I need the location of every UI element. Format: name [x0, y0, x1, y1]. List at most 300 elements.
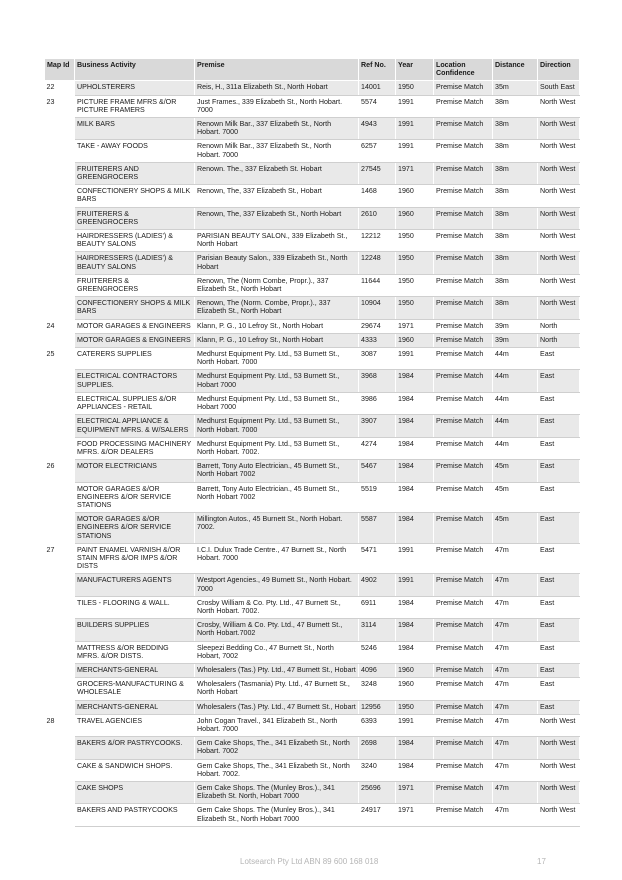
cell-ref-no: 4274 [359, 437, 396, 459]
cell-distance: 47m [493, 678, 538, 700]
cell-location-confidence: Premise Match [434, 207, 493, 229]
cell-premise: Barrett, Tony Auto Electrician., 45 Burnett St., North Hobart 7002 [195, 460, 359, 482]
cell-premise: Gem Cake Shops, The., 341 Elizabeth St., North Hobart. 7002 [195, 737, 359, 759]
header-year: Year [396, 59, 434, 81]
cell-direction: North West [538, 95, 580, 117]
cell-premise: Parisian Beauty Salon., 339 Elizabeth St., North Hobart [195, 252, 359, 274]
cell-ref-no: 4902 [359, 574, 396, 596]
cell-location-confidence: Premise Match [434, 737, 493, 759]
cell-location-confidence: Premise Match [434, 185, 493, 207]
cell-location-confidence: Premise Match [434, 513, 493, 544]
cell-direction: North West [538, 140, 580, 162]
header-location-confidence: Location Confidence [434, 59, 493, 81]
cell-distance: 44m [493, 437, 538, 459]
footer-company: Lotsearch Pty Ltd ABN 89 600 168 018 [240, 857, 379, 866]
cell-year: 1984 [396, 482, 434, 513]
cell-location-confidence: Premise Match [434, 274, 493, 296]
cell-distance: 45m [493, 460, 538, 482]
cell-year: 1991 [396, 348, 434, 370]
cell-premise: Renown, The (Norm. Combe, Propr.)., 337 Elizabeth St., North Hobart [195, 297, 359, 319]
cell-location-confidence: Premise Match [434, 297, 493, 319]
table-row [45, 185, 580, 207]
table-row [45, 678, 580, 700]
table-row [45, 333, 580, 347]
cell-year: 1984 [396, 619, 434, 641]
cell-premise: Medhurst Equipment Pty. Ltd., 53 Burnett St., North Hobart. 7000 [195, 415, 359, 437]
cell-ref-no: 3986 [359, 392, 396, 414]
cell-map-id [45, 759, 75, 781]
cell-premise: Crosby, William & Co. Pty. Ltd., 47 Burnett St., North Hobart.7002 [195, 619, 359, 641]
table-body [45, 81, 580, 826]
cell-business-activity: MOTOR GARAGES &/OR ENGINEERS &/OR SERVICE STATIONS [75, 513, 195, 544]
table-row [45, 348, 580, 370]
cell-map-id [45, 700, 75, 714]
cell-premise: Sleepezi Bedding Co., 47 Burnett St., North Hobart, 7002 [195, 641, 359, 663]
cell-map-id [45, 230, 75, 252]
cell-location-confidence: Premise Match [434, 460, 493, 482]
cell-direction: North West [538, 207, 580, 229]
cell-ref-no: 5467 [359, 460, 396, 482]
cell-year: 1960 [396, 663, 434, 677]
cell-location-confidence: Premise Match [434, 252, 493, 274]
cell-distance: 38m [493, 230, 538, 252]
table-row [45, 81, 580, 95]
cell-ref-no: 3087 [359, 348, 396, 370]
table-row [45, 759, 580, 781]
cell-year: 1991 [396, 118, 434, 140]
cell-map-id [45, 641, 75, 663]
cell-business-activity: FRUITERERS & GREENGROCERS [75, 274, 195, 296]
cell-location-confidence: Premise Match [434, 348, 493, 370]
cell-map-id: 26 [45, 460, 75, 482]
cell-map-id [45, 333, 75, 347]
cell-map-id [45, 370, 75, 392]
cell-map-id [45, 619, 75, 641]
cell-year: 1991 [396, 574, 434, 596]
cell-ref-no: 6257 [359, 140, 396, 162]
cell-year: 1984 [396, 460, 434, 482]
cell-business-activity: PAINT ENAMEL VARNISH &/OR STAIN MFRS &/OR IMPS &/OR DISTS [75, 543, 195, 574]
cell-ref-no: 11644 [359, 274, 396, 296]
table-row [45, 207, 580, 229]
cell-map-id [45, 207, 75, 229]
cell-map-id [45, 596, 75, 618]
cell-business-activity: FOOD PROCESSING MACHINERY MFRS. &/OR DEALERS [75, 437, 195, 459]
table-row [45, 619, 580, 641]
cell-direction: North West [538, 804, 580, 826]
cell-premise: Renown, The, 337 Elizabeth St., Hobart [195, 185, 359, 207]
header-direction: Direction [538, 59, 580, 81]
cell-premise: Medhurst Equipment Pty. Ltd., 53 Burnett St., Hobart 7000 [195, 370, 359, 392]
cell-premise: Renown, The (Norm Combe, Propr.)., 337 Elizabeth St., North Hobart [195, 274, 359, 296]
cell-direction: East [538, 678, 580, 700]
cell-business-activity: MOTOR ELECTRICIANS [75, 460, 195, 482]
cell-ref-no: 2698 [359, 737, 396, 759]
table-row [45, 392, 580, 414]
header-map-id: Map Id [45, 59, 75, 81]
table-row [45, 118, 580, 140]
cell-map-id: 28 [45, 714, 75, 736]
table-row [45, 804, 580, 826]
cell-map-id [45, 513, 75, 544]
cell-distance: 38m [493, 274, 538, 296]
cell-premise: Renown Milk Bar., 337 Elizabeth St., North Hobart. 7000 [195, 140, 359, 162]
cell-business-activity: ELECTRICAL APPLIANCE & EQUIPMENT MFRS. & W/SALERS [75, 415, 195, 437]
cell-location-confidence: Premise Match [434, 663, 493, 677]
cell-ref-no: 4096 [359, 663, 396, 677]
cell-year: 1971 [396, 782, 434, 804]
cell-premise: Klann, P. G., 10 Lefroy St., North Hobart [195, 333, 359, 347]
cell-map-id: 23 [45, 95, 75, 117]
cell-map-id [45, 415, 75, 437]
business-directory-table [44, 58, 580, 827]
table-row [45, 663, 580, 677]
cell-business-activity: MOTOR GARAGES &/OR ENGINEERS &/OR SERVICE STATIONS [75, 482, 195, 513]
table-header-row [45, 59, 580, 81]
cell-direction: North West [538, 230, 580, 252]
cell-location-confidence: Premise Match [434, 437, 493, 459]
cell-business-activity: FRUITERERS AND GREENGROCERS [75, 162, 195, 184]
cell-business-activity: PICTURE FRAME MFRS &/OR PICTURE FRAMERS [75, 95, 195, 117]
cell-premise: I.C.I. Dulux Trade Centre., 47 Burnett St., North Hobart. 7000 [195, 543, 359, 574]
cell-year: 1984 [396, 415, 434, 437]
cell-business-activity: HAIRDRESSERS (LADIES') & BEAUTY SALONS [75, 230, 195, 252]
cell-business-activity: CAKE SHOPS [75, 782, 195, 804]
cell-location-confidence: Premise Match [434, 370, 493, 392]
cell-direction: East [538, 700, 580, 714]
cell-premise: Medhurst Equipment Pty. Ltd., 53 Burnett St., North Hobart. 7000 [195, 348, 359, 370]
cell-year: 1971 [396, 804, 434, 826]
table-row [45, 714, 580, 736]
cell-premise: Just Frames., 339 Elizabeth St., North Hobart. 7000 [195, 95, 359, 117]
cell-map-id [45, 737, 75, 759]
cell-direction: South East [538, 81, 580, 95]
table-row [45, 274, 580, 296]
cell-premise: Reis, H., 311a Elizabeth St., North Hobart [195, 81, 359, 95]
cell-location-confidence: Premise Match [434, 392, 493, 414]
cell-business-activity: MILK BARS [75, 118, 195, 140]
cell-direction: North West [538, 252, 580, 274]
cell-distance: 38m [493, 185, 538, 207]
cell-distance: 47m [493, 641, 538, 663]
cell-distance: 38m [493, 140, 538, 162]
cell-premise: Barrett, Tony Auto Electrician., 45 Burnett St., North Hobart 7002 [195, 482, 359, 513]
cell-premise: Millington Autos., 45 Burnett St., North Hobart. 7002. [195, 513, 359, 544]
table-row [45, 737, 580, 759]
cell-direction: East [538, 574, 580, 596]
cell-direction: East [538, 437, 580, 459]
cell-location-confidence: Premise Match [434, 162, 493, 184]
cell-ref-no: 3968 [359, 370, 396, 392]
cell-map-id [45, 804, 75, 826]
cell-location-confidence: Premise Match [434, 415, 493, 437]
cell-distance: 45m [493, 482, 538, 513]
cell-year: 1984 [396, 437, 434, 459]
cell-distance: 39m [493, 319, 538, 333]
cell-ref-no: 2610 [359, 207, 396, 229]
cell-distance: 47m [493, 596, 538, 618]
cell-location-confidence: Premise Match [434, 319, 493, 333]
table-row [45, 319, 580, 333]
cell-premise: Gem Cake Shops. The (Munley Bros.)., 341 Elizabeth St. North, Hobart 7000 [195, 782, 359, 804]
cell-distance: 39m [493, 333, 538, 347]
header-ref-no: Ref No. [359, 59, 396, 81]
cell-location-confidence: Premise Match [434, 619, 493, 641]
cell-ref-no: 27545 [359, 162, 396, 184]
cell-direction: North West [538, 714, 580, 736]
cell-ref-no: 14001 [359, 81, 396, 95]
cell-ref-no: 12956 [359, 700, 396, 714]
cell-map-id: 27 [45, 543, 75, 574]
cell-location-confidence: Premise Match [434, 230, 493, 252]
cell-ref-no: 4943 [359, 118, 396, 140]
table-row [45, 252, 580, 274]
table-row [45, 370, 580, 392]
cell-distance: 47m [493, 700, 538, 714]
cell-ref-no: 5246 [359, 641, 396, 663]
cell-direction: North [538, 333, 580, 347]
cell-map-id [45, 678, 75, 700]
cell-direction: North West [538, 185, 580, 207]
cell-business-activity: MATTRESS &/OR BEDDING MFRS. &/OR DISTS. [75, 641, 195, 663]
cell-direction: North [538, 319, 580, 333]
cell-ref-no: 6911 [359, 596, 396, 618]
cell-premise: Westport Agencies., 49 Burnett St., North Hobart. 7000 [195, 574, 359, 596]
cell-map-id: 22 [45, 81, 75, 95]
cell-direction: North West [538, 162, 580, 184]
cell-distance: 38m [493, 95, 538, 117]
cell-map-id [45, 297, 75, 319]
cell-business-activity: TRAVEL AGENCIES [75, 714, 195, 736]
cell-location-confidence: Premise Match [434, 140, 493, 162]
cell-business-activity: GROCERS-MANUFACTURING & WHOLESALE [75, 678, 195, 700]
cell-business-activity: CAKE & SANDWICH SHOPS. [75, 759, 195, 781]
cell-ref-no: 5471 [359, 543, 396, 574]
cell-ref-no: 3240 [359, 759, 396, 781]
cell-year: 1991 [396, 95, 434, 117]
cell-ref-no: 29674 [359, 319, 396, 333]
cell-direction: North West [538, 274, 580, 296]
cell-premise: PARISIAN BEAUTY SALON., 339 Elizabeth St., North Hobart [195, 230, 359, 252]
cell-business-activity: MANUFACTURERS AGENTS [75, 574, 195, 596]
cell-business-activity: TAKE - AWAY FOODS [75, 140, 195, 162]
cell-premise: Renown, The, 337 Elizabeth St., North Hobart [195, 207, 359, 229]
cell-year: 1984 [396, 370, 434, 392]
cell-map-id [45, 140, 75, 162]
table-row [45, 482, 580, 513]
cell-direction: North West [538, 118, 580, 140]
cell-direction: East [538, 415, 580, 437]
cell-year: 1950 [396, 297, 434, 319]
cell-ref-no: 12212 [359, 230, 396, 252]
cell-distance: 38m [493, 118, 538, 140]
cell-direction: East [538, 392, 580, 414]
cell-business-activity: FRUITERERS & GREENGROCERS [75, 207, 195, 229]
cell-year: 1950 [396, 230, 434, 252]
table-row [45, 415, 580, 437]
cell-location-confidence: Premise Match [434, 482, 493, 513]
cell-year: 1960 [396, 207, 434, 229]
cell-distance: 47m [493, 574, 538, 596]
cell-year: 1984 [396, 737, 434, 759]
table-row [45, 95, 580, 117]
cell-year: 1950 [396, 274, 434, 296]
cell-distance: 47m [493, 759, 538, 781]
cell-location-confidence: Premise Match [434, 641, 493, 663]
cell-year: 1960 [396, 678, 434, 700]
table-row [45, 437, 580, 459]
cell-distance: 47m [493, 714, 538, 736]
cell-direction: East [538, 482, 580, 513]
cell-ref-no: 4333 [359, 333, 396, 347]
cell-premise: Medhurst Equipment Pty. Ltd., 53 Burnett St., Hobart 7000 [195, 392, 359, 414]
cell-business-activity: UPHOLSTERERS [75, 81, 195, 95]
cell-distance: 45m [493, 513, 538, 544]
cell-location-confidence: Premise Match [434, 804, 493, 826]
cell-distance: 47m [493, 543, 538, 574]
cell-business-activity: MERCHANTS-GENERAL [75, 700, 195, 714]
cell-business-activity: BAKERS &/OR PASTRYCOOKS. [75, 737, 195, 759]
cell-ref-no: 5587 [359, 513, 396, 544]
cell-year: 1984 [396, 596, 434, 618]
cell-premise: Wholesalers (Tas.) Pty. Ltd., 47 Burnett St., Hobart [195, 663, 359, 677]
cell-business-activity: CONFECTIONERY SHOPS & MILK BARS [75, 297, 195, 319]
cell-ref-no: 12248 [359, 252, 396, 274]
cell-map-id [45, 437, 75, 459]
cell-premise: Gem Cake Shops. The (Munley Bros.)., 341 Elizabeth St., North Hobart 7000 [195, 804, 359, 826]
cell-business-activity: MERCHANTS-GENERAL [75, 663, 195, 677]
cell-map-id [45, 482, 75, 513]
table-row [45, 297, 580, 319]
cell-distance: 38m [493, 162, 538, 184]
cell-year: 1950 [396, 700, 434, 714]
cell-distance: 47m [493, 804, 538, 826]
cell-location-confidence: Premise Match [434, 782, 493, 804]
cell-business-activity: BUILDERS SUPPLIES [75, 619, 195, 641]
cell-business-activity: ELECTRICAL SUPPLIES &/OR APPLIANCES - RETAIL [75, 392, 195, 414]
cell-ref-no: 5519 [359, 482, 396, 513]
cell-distance: 35m [493, 81, 538, 95]
cell-ref-no: 3907 [359, 415, 396, 437]
cell-direction: East [538, 619, 580, 641]
table-row [45, 596, 580, 618]
cell-business-activity: CONFECTIONERY SHOPS & MILK BARS [75, 185, 195, 207]
header-premise: Premise [195, 59, 359, 81]
cell-business-activity: MOTOR GARAGES & ENGINEERS [75, 333, 195, 347]
cell-distance: 47m [493, 619, 538, 641]
cell-year: 1991 [396, 543, 434, 574]
table-row [45, 460, 580, 482]
cell-year: 1971 [396, 319, 434, 333]
table-row [45, 574, 580, 596]
cell-business-activity: HAIRDRESSERS (LADIES') & BEAUTY SALONS [75, 252, 195, 274]
cell-year: 1984 [396, 513, 434, 544]
cell-map-id [45, 782, 75, 804]
header-business-activity: Business Activity [75, 59, 195, 81]
cell-year: 1960 [396, 185, 434, 207]
cell-year: 1991 [396, 714, 434, 736]
cell-premise: John Cogan Travel., 341 Elizabeth St., North Hobart. 7000 [195, 714, 359, 736]
cell-direction: East [538, 641, 580, 663]
cell-premise: Wholesalers (Tas.) Pty. Ltd., 47 Burnett St., Hobart [195, 700, 359, 714]
cell-business-activity: MOTOR GARAGES & ENGINEERS [75, 319, 195, 333]
cell-ref-no: 3114 [359, 619, 396, 641]
cell-direction: East [538, 596, 580, 618]
cell-location-confidence: Premise Match [434, 714, 493, 736]
cell-location-confidence: Premise Match [434, 678, 493, 700]
cell-distance: 44m [493, 348, 538, 370]
cell-year: 1984 [396, 641, 434, 663]
header-distance: Distance [493, 59, 538, 81]
cell-location-confidence: Premise Match [434, 700, 493, 714]
cell-location-confidence: Premise Match [434, 118, 493, 140]
cell-ref-no: 10904 [359, 297, 396, 319]
cell-distance: 44m [493, 370, 538, 392]
table-row [45, 162, 580, 184]
cell-map-id [45, 118, 75, 140]
cell-map-id: 25 [45, 348, 75, 370]
cell-year: 1960 [396, 333, 434, 347]
cell-map-id [45, 663, 75, 677]
cell-direction: East [538, 348, 580, 370]
cell-location-confidence: Premise Match [434, 95, 493, 117]
cell-map-id [45, 185, 75, 207]
cell-distance: 38m [493, 252, 538, 274]
cell-direction: North West [538, 297, 580, 319]
cell-year: 1950 [396, 81, 434, 95]
cell-year: 1971 [396, 162, 434, 184]
cell-business-activity: TILES - FLOORING & WALL. [75, 596, 195, 618]
cell-year: 1991 [396, 140, 434, 162]
table-row [45, 230, 580, 252]
cell-year: 1984 [396, 759, 434, 781]
cell-direction: East [538, 513, 580, 544]
table-row [45, 140, 580, 162]
cell-location-confidence: Premise Match [434, 759, 493, 781]
cell-business-activity: ELECTRICAL CONTRACTORS SUPPLIES. [75, 370, 195, 392]
cell-ref-no: 1468 [359, 185, 396, 207]
cell-direction: East [538, 460, 580, 482]
cell-ref-no: 25696 [359, 782, 396, 804]
cell-map-id [45, 252, 75, 274]
cell-business-activity: CATERERS SUPPLIES [75, 348, 195, 370]
cell-year: 1950 [396, 252, 434, 274]
cell-ref-no: 5574 [359, 95, 396, 117]
cell-premise: Renown Milk Bar., 337 Elizabeth St., North Hobart. 7000 [195, 118, 359, 140]
cell-distance: 44m [493, 415, 538, 437]
cell-business-activity: BAKERS AND PASTRYCOOKS [75, 804, 195, 826]
cell-direction: North West [538, 759, 580, 781]
cell-distance: 38m [493, 207, 538, 229]
cell-location-confidence: Premise Match [434, 596, 493, 618]
cell-direction: East [538, 543, 580, 574]
cell-map-id [45, 574, 75, 596]
table-row [45, 700, 580, 714]
cell-ref-no: 24917 [359, 804, 396, 826]
cell-location-confidence: Premise Match [434, 574, 493, 596]
cell-map-id: 24 [45, 319, 75, 333]
table-row [45, 513, 580, 544]
cell-distance: 47m [493, 782, 538, 804]
cell-distance: 38m [493, 297, 538, 319]
cell-premise: Crosby William & Co. Pty. Ltd., 47 Burnett St., North Hobart. 7002. [195, 596, 359, 618]
cell-premise: Wholesalers (Tasmania) Pty. Ltd., 47 Burnett St., North Hobart [195, 678, 359, 700]
cell-map-id [45, 162, 75, 184]
cell-year: 1984 [396, 392, 434, 414]
cell-premise: Klann, P. G., 10 Lefroy St., North Hobart [195, 319, 359, 333]
cell-map-id [45, 274, 75, 296]
table-row [45, 543, 580, 574]
